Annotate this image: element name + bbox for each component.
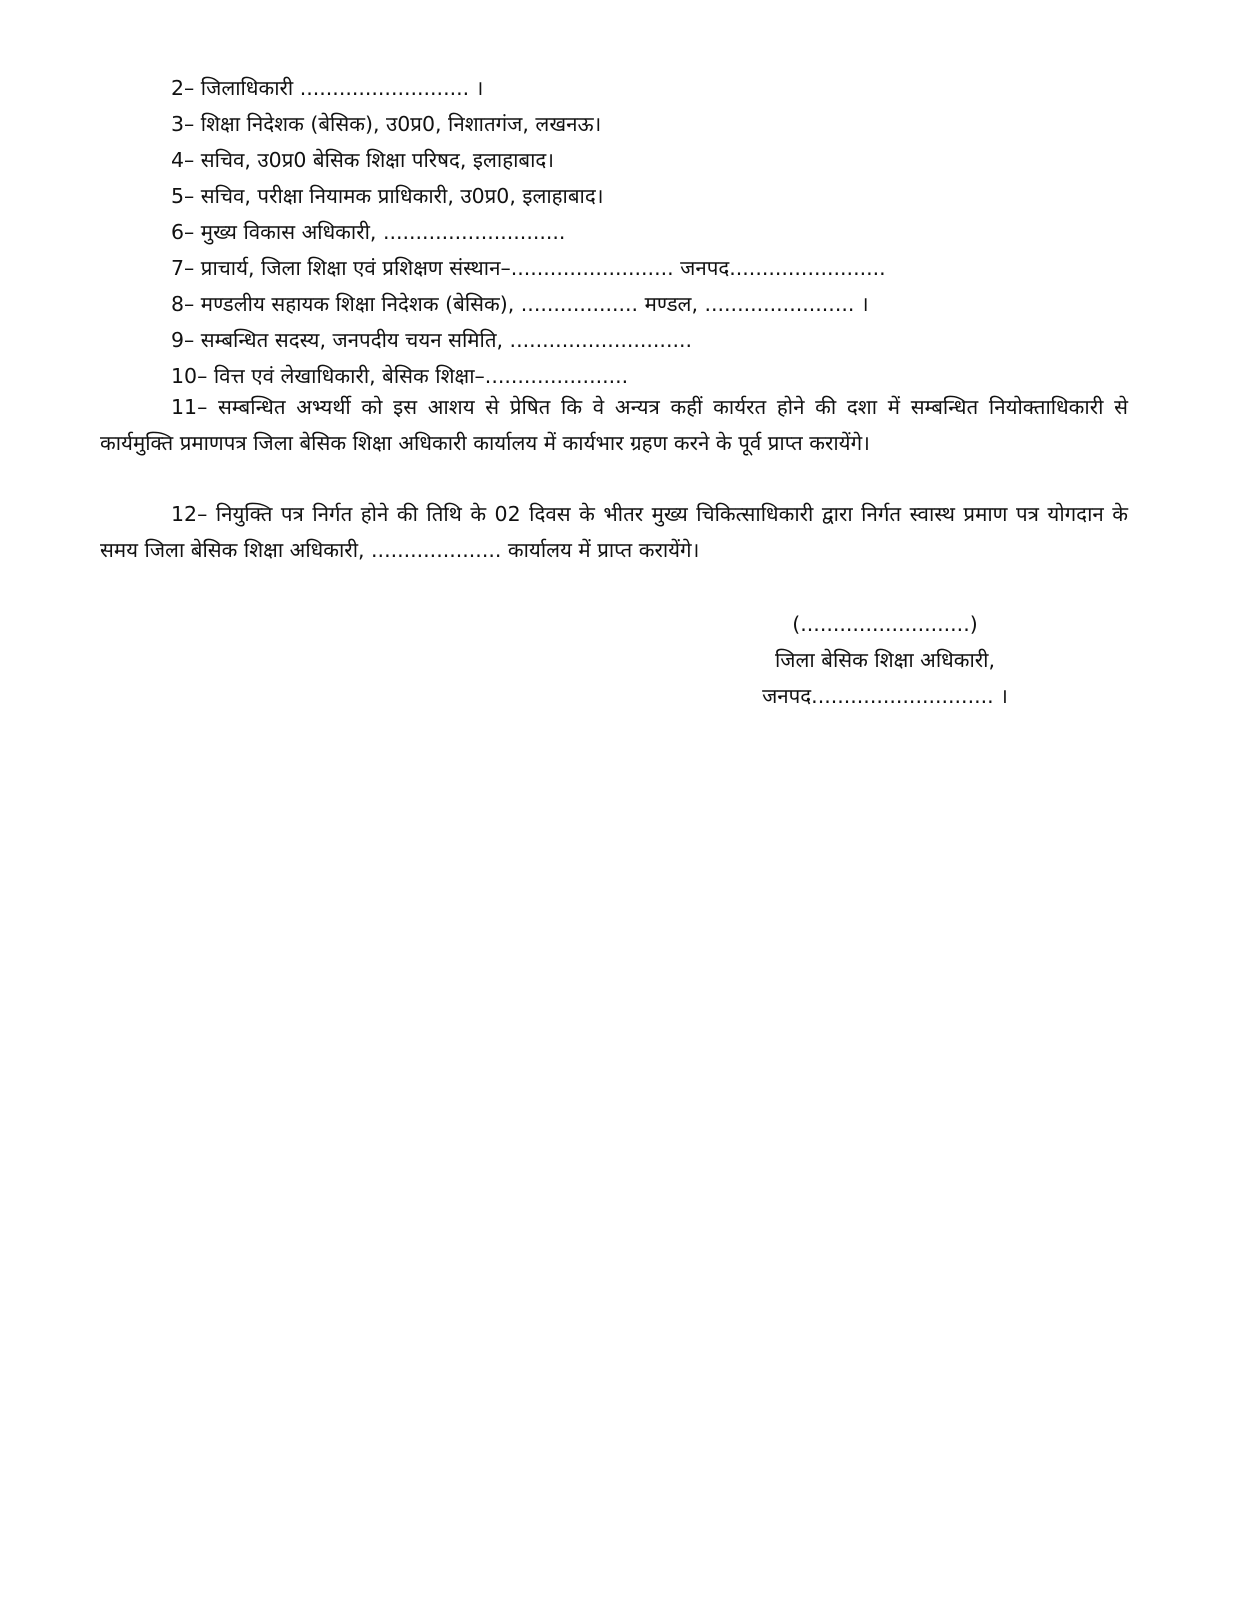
list-item-6: 6– मुख्य विकास अधिकारी, ............................ — [171, 220, 566, 244]
list-item-2: 2– जिलाधिकारी .......................... । — [171, 76, 484, 100]
signature-designation: जिला बेसिक शिक्षा अधिकारी, — [775, 648, 995, 672]
list-item-9: 9– सम्बन्धित सदस्य, जनपदीय चयन समिति, ............................ — [171, 328, 693, 352]
list-item-8: 8– मण्डलीय सहायक शिक्षा निदेशक (बेसिक), .................. मण्डल, ....................... । — [171, 292, 869, 316]
signature-district: जनपद............................ । — [762, 684, 1008, 708]
signature-block — [720, 606, 1050, 714]
list-item-3: 3– शिक्षा निदेशक (बेसिक), उ0प्र0, निशातगंज, लखनऊ। — [171, 112, 602, 136]
list-item-4: 4– सचिव, उ0प्र0 बेसिक शिक्षा परिषद, इलाहाबाद। — [171, 148, 555, 172]
list-item-7: 7– प्राचार्य, जिला शिक्षा एवं प्रशिक्षण संस्थान–......................... जनपद........................ — [171, 256, 886, 280]
list-item-5: 5– सचिव, परीक्षा नियामक प्राधिकारी, उ0प्र0, इलाहाबाद। — [171, 184, 604, 208]
paragraph-item-11: 11– सम्बन्धित अभ्यर्थी को इस आशय से प्रेषित कि वे अन्यत्र कहीं कार्यरत होने की दशा में सम्बन्धित नियोक्ताधिकारी से कार्यमुक्ति प्रमाणपत्र जिला बेसिक शिक्षा अधिकारी कार्यालय में कार्यभार ग्रहण करने के पूर्व प्राप्त करायेंगे। — [100, 395, 1128, 455]
copy-recipient-list — [171, 70, 1131, 394]
list-item-10: 10– वित्त एवं लेखाधिकारी, बेसिक शिक्षा–...................... — [171, 364, 629, 388]
signature-name-placeholder: (..........................) — [792, 612, 978, 636]
paragraph-item-12: 12– नियुक्ति पत्र निर्गत होने की तिथि के 02 दिवस के भीतर मुख्य चिकित्साधिकारी द्वारा निर्गत स्वास्थ प्रमाण पत्र योगदान के समय जिला बेसिक शिक्षा अधिकारी, .................... कार्यालय में प्राप्त करायेंगे। — [100, 502, 1128, 562]
